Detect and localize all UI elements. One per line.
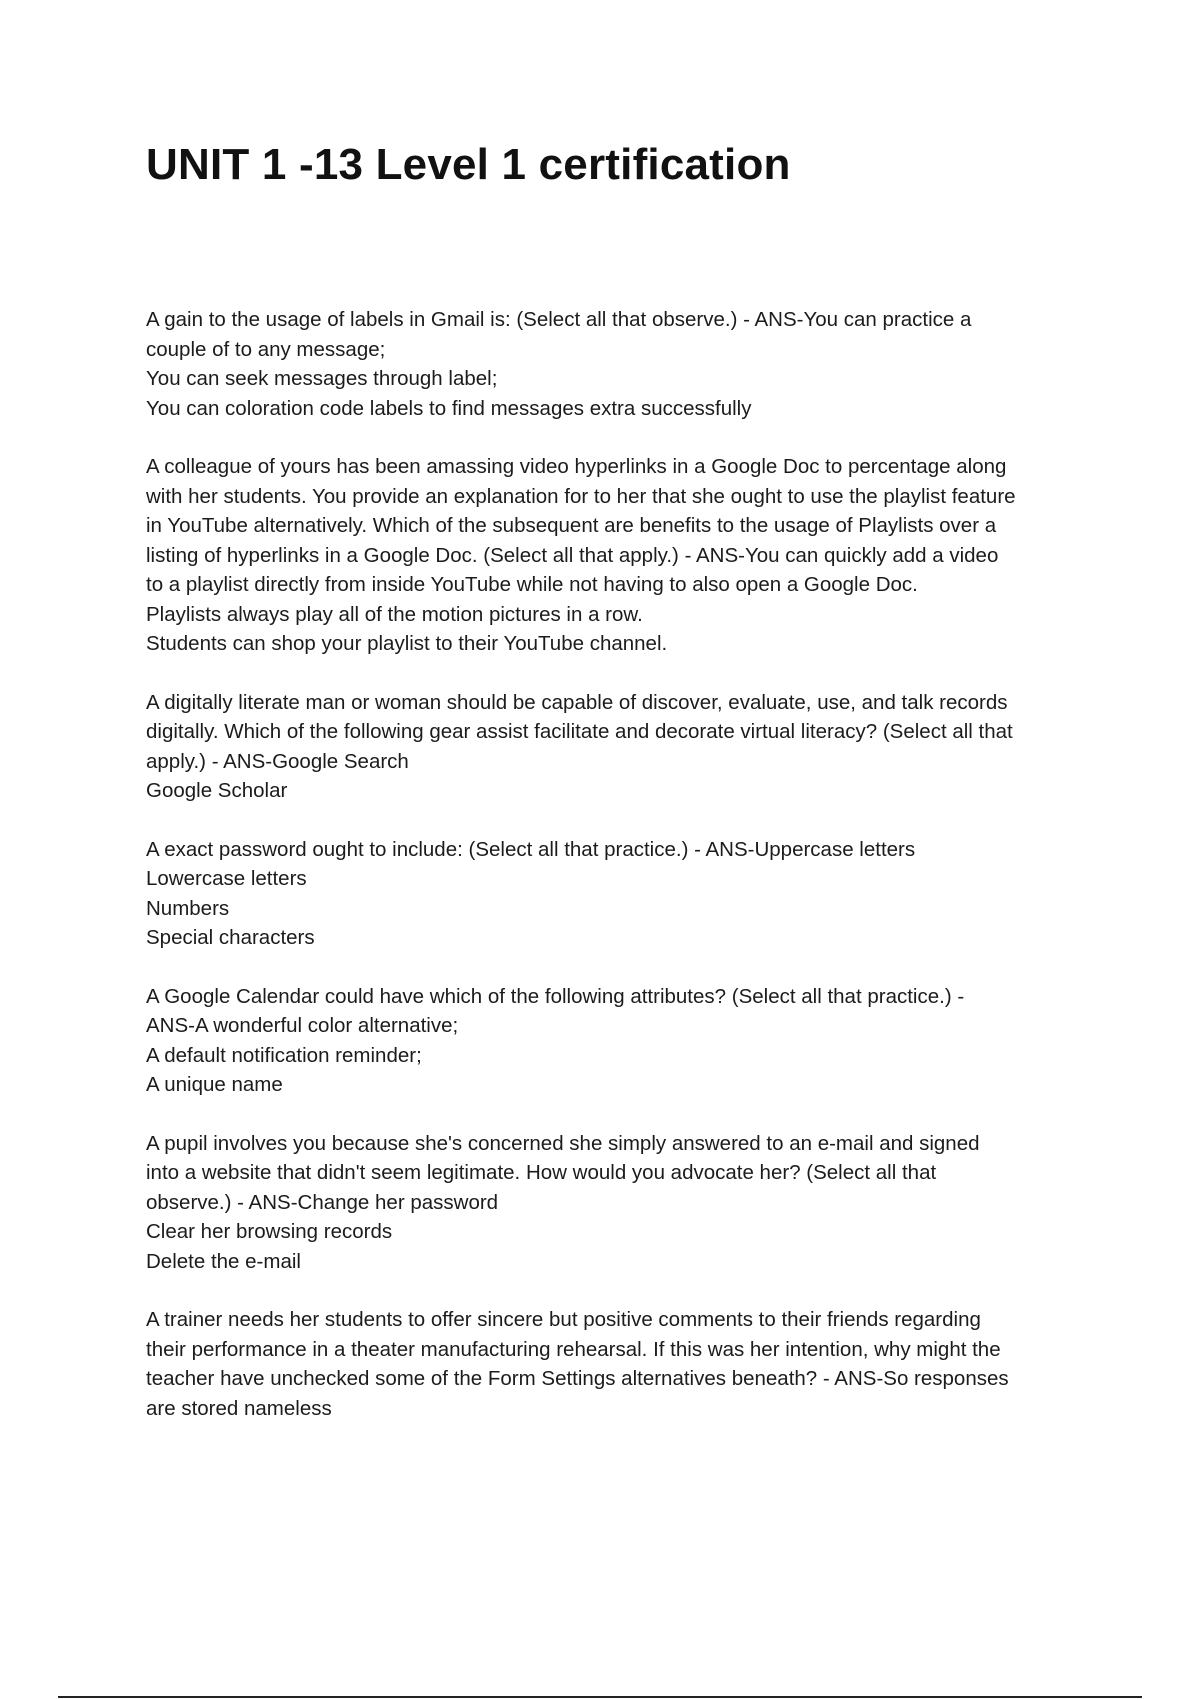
qa-item <box>146 305 1096 423</box>
document-title: UNIT 1 -13 Level 1 certification <box>146 140 791 189</box>
qa-line: A default notification reminder; <box>146 1043 422 1067</box>
qa-line: their performance in a theater manufacturing rehearsal. If this was her intention, why might the <box>146 1337 1001 1361</box>
qa-line: Numbers <box>146 896 230 920</box>
qa-line: digitally. Which of the following gear assist facilitate and decorate virtual literacy? (Select all that <box>146 720 1013 743</box>
qa-line: observe.) - ANS-Change her password <box>146 1190 499 1214</box>
qa-line: into a website that didn't seem legitimate. How would you advocate her? (Select all that <box>146 1161 937 1184</box>
qa-line: to a playlist directly from inside YouTube while not having to also open a Google Doc. <box>146 573 918 596</box>
qa-line: Lowercase letters <box>146 867 307 890</box>
qa-line: ANS-A wonderful color alternative; <box>146 1014 459 1037</box>
qa-line: with her students. You provide an explanation for to her that she ought to use the playlist feature <box>146 484 1016 508</box>
qa-line: teacher have unchecked some of the Form Settings alternatives beneath? - ANS-So responses <box>146 1367 1009 1390</box>
qa-list <box>146 305 1096 1452</box>
qa-item <box>146 835 1096 953</box>
qa-line: A Google Calendar could have which of the following attributes? (Select all that practice.) - <box>146 984 965 1008</box>
qa-line: Special characters <box>146 926 315 949</box>
qa-line: couple of to any message; <box>146 337 386 361</box>
qa-line: in YouTube alternatively. Which of the subsequent are benefits to the usage of Playlists over a <box>146 514 997 537</box>
qa-item <box>146 452 1096 659</box>
qa-line: A unique name <box>146 1073 283 1096</box>
qa-line: are stored nameless <box>146 1396 332 1420</box>
qa-line: A trainer needs her students to offer sincere but positive comments to their friends regarding <box>146 1308 981 1331</box>
qa-line: A gain to the usage of labels in Gmail is: (Select all that observe.) - ANS-You can practice a <box>146 308 972 331</box>
page-divider <box>58 1696 1142 1698</box>
qa-line: A pupil involves you because she's concerned she simply answered to an e-mail and signed <box>146 1131 980 1155</box>
qa-line: A exact password ought to include: (Select all that practice.) - ANS-Uppercase letters <box>146 837 916 861</box>
qa-line: You can coloration code labels to find messages extra successfully <box>146 396 752 420</box>
qa-line: Delete the e-mail <box>146 1249 301 1273</box>
qa-item <box>146 688 1096 806</box>
qa-line: apply.) - ANS-Google Search <box>146 749 409 773</box>
qa-item <box>146 1129 1096 1277</box>
qa-line: A colleague of yours has been amassing video hyperlinks in a Google Doc to percentage along <box>146 455 1007 478</box>
qa-item <box>146 982 1096 1100</box>
qa-line: Playlists always play all of the motion pictures in a row. <box>146 602 643 626</box>
qa-line: Clear her browsing records <box>146 1220 393 1243</box>
qa-line: Students can shop your playlist to their YouTube channel. <box>146 632 668 655</box>
qa-line: A digitally literate man or woman should be capable of discover, evaluate, use, and talk records <box>146 690 1008 714</box>
qa-line: listing of hyperlinks in a Google Doc. (Select all that apply.) - ANS-You can quickly add a video <box>146 543 999 567</box>
qa-item <box>146 1305 1096 1423</box>
qa-line: Google Scholar <box>146 779 288 802</box>
qa-line: You can seek messages through label; <box>146 367 498 390</box>
